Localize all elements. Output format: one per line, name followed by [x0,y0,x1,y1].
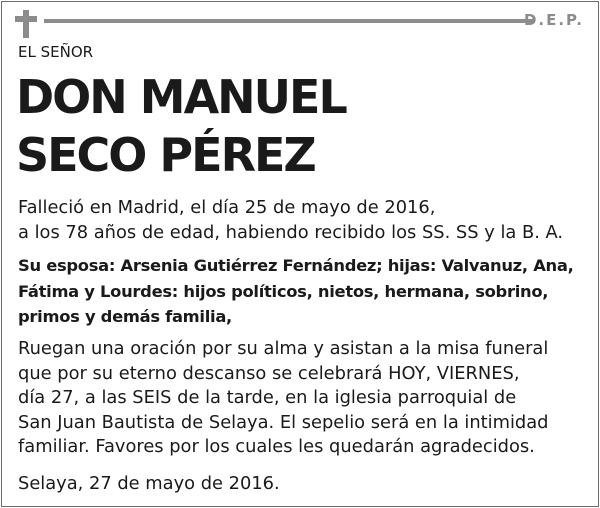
name-line-2: SECO PÉREZ [16,128,315,182]
request-line-1: Ruegan una oración por su alma y asistan a la misa funeral [18,338,549,359]
family-line-2: Fátima y Lourdes: hijos políticos, nietos, hermana, sobrino, [18,281,549,301]
funeral-request [18,337,593,460]
place-date: Selaya, 27 de mayo de 2016. [18,473,280,494]
request-line-2: que por su eterno descanso se celebrará HOY, VIERNES, [18,362,520,384]
family-list [18,253,593,330]
death-info-line-2: a los 78 años de edad, habiendo recibido los SS. SS y la B. A. [18,221,564,243]
request-line-5: familiar. Favores por los cuales les quedarán agradecidos. [18,436,535,457]
name-line-1: DON MANUEL [16,70,346,124]
dep-label: D.E.P. [523,11,584,29]
death-info [18,196,593,245]
death-info-line-1: Falleció en Madrid, el día 25 de mayo de 2016, [18,197,436,218]
family-line-1: Su esposa: Arsenia Gutiérrez Fernández; hijas: Valvanuz, Ana, [18,256,574,275]
request-line-3: día 27, a las SEIS de la tarde, en la iglesia parroquial de [18,387,517,408]
deceased-name [16,68,346,184]
header-rule [44,19,534,23]
request-line-4: San Juan Bautista de Selaya. El sepelio será en la intimidad [18,411,549,433]
cross-icon [15,10,37,38]
title-prefix: EL SEÑOR [18,43,94,61]
obituary-frame [1,1,599,507]
family-line-3: primos y demás familia, [18,307,232,326]
